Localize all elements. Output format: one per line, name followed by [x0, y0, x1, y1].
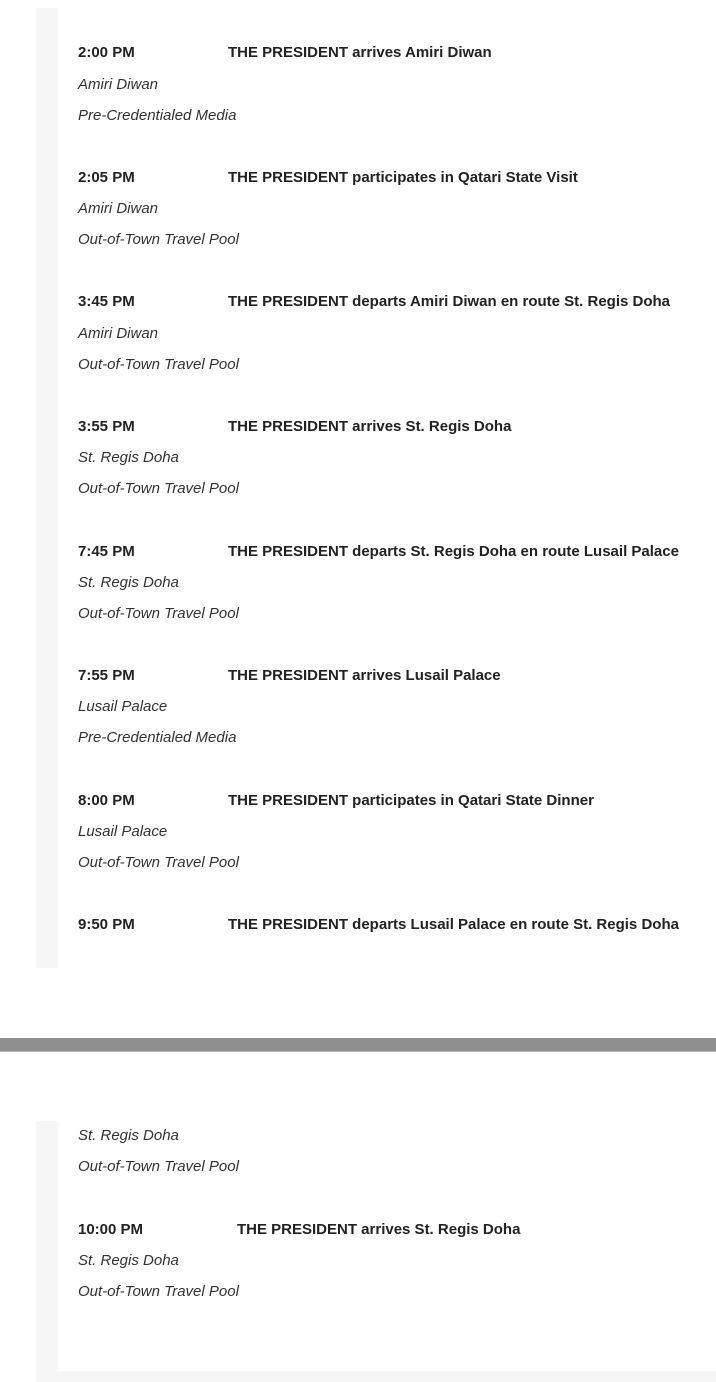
entry-event: THE PRESIDENT departs St. Regis Doha en route Lusail Palace — [228, 543, 679, 560]
page-break-divider — [0, 1038, 716, 1052]
entry-location: St. Regis Doha — [78, 1127, 179, 1144]
entry-location: Amiri Diwan — [78, 200, 159, 217]
entry-coverage: Out-of-Town Travel Pool — [78, 1283, 239, 1300]
entry-coverage: Out-of-Town Travel Pool — [78, 231, 239, 248]
entry-location: St. Regis Doha — [78, 449, 179, 466]
entry-coverage: Out-of-Town Travel Pool — [78, 356, 239, 373]
entry-event: THE PRESIDENT arrives St. Regis Doha — [228, 418, 512, 435]
entry-event: THE PRESIDENT participates in Qatari State Dinner — [228, 792, 594, 809]
entry-location: Amiri Diwan — [78, 76, 159, 93]
entry-time: 3:45 PM — [78, 293, 135, 310]
entry-location: Amiri Diwan — [78, 325, 159, 342]
page-left-margin — [36, 1121, 58, 1382]
entry-location: St. Regis Doha — [78, 574, 179, 591]
entry-location: St. Regis Doha — [78, 1252, 179, 1269]
page-bottom-margin — [36, 1371, 716, 1382]
entry-event: THE PRESIDENT departs Amiri Diwan en route St. Regis Doha — [228, 293, 671, 310]
page-left-margin — [36, 8, 58, 968]
entry-location: Lusail Palace — [78, 823, 168, 840]
entry-coverage: Out-of-Town Travel Pool — [78, 480, 239, 497]
entry-time: 2:05 PM — [78, 169, 135, 186]
entry-time: 10:00 PM — [78, 1221, 144, 1238]
entry-coverage: Pre-Credentialed Media — [78, 729, 237, 746]
entry-time: 7:55 PM — [78, 667, 135, 684]
entry-time: 9:50 PM — [78, 916, 135, 933]
entry-event: THE PRESIDENT participates in Qatari State Visit — [228, 169, 578, 186]
entry-coverage: Out-of-Town Travel Pool — [78, 605, 239, 622]
entry-event: THE PRESIDENT arrives Lusail Palace — [228, 667, 501, 684]
entry-coverage: Out-of-Town Travel Pool — [78, 1158, 239, 1175]
entry-event: THE PRESIDENT departs Lusail Palace en route St. Regis Doha — [228, 916, 679, 933]
entry-time: 3:55 PM — [78, 418, 135, 435]
entry-time: 8:00 PM — [78, 792, 135, 809]
entry-coverage: Pre-Credentialed Media — [78, 107, 237, 124]
document-page-2 — [0, 1052, 716, 1382]
entry-event: THE PRESIDENT arrives St. Regis Doha — [237, 1221, 521, 1238]
entry-time: 2:00 PM — [78, 44, 135, 61]
entry-event: THE PRESIDENT arrives Amiri Diwan — [228, 44, 492, 61]
entry-location: Lusail Palace — [78, 698, 168, 715]
entry-coverage: Out-of-Town Travel Pool — [78, 854, 239, 871]
entry-time: 7:45 PM — [78, 543, 135, 560]
